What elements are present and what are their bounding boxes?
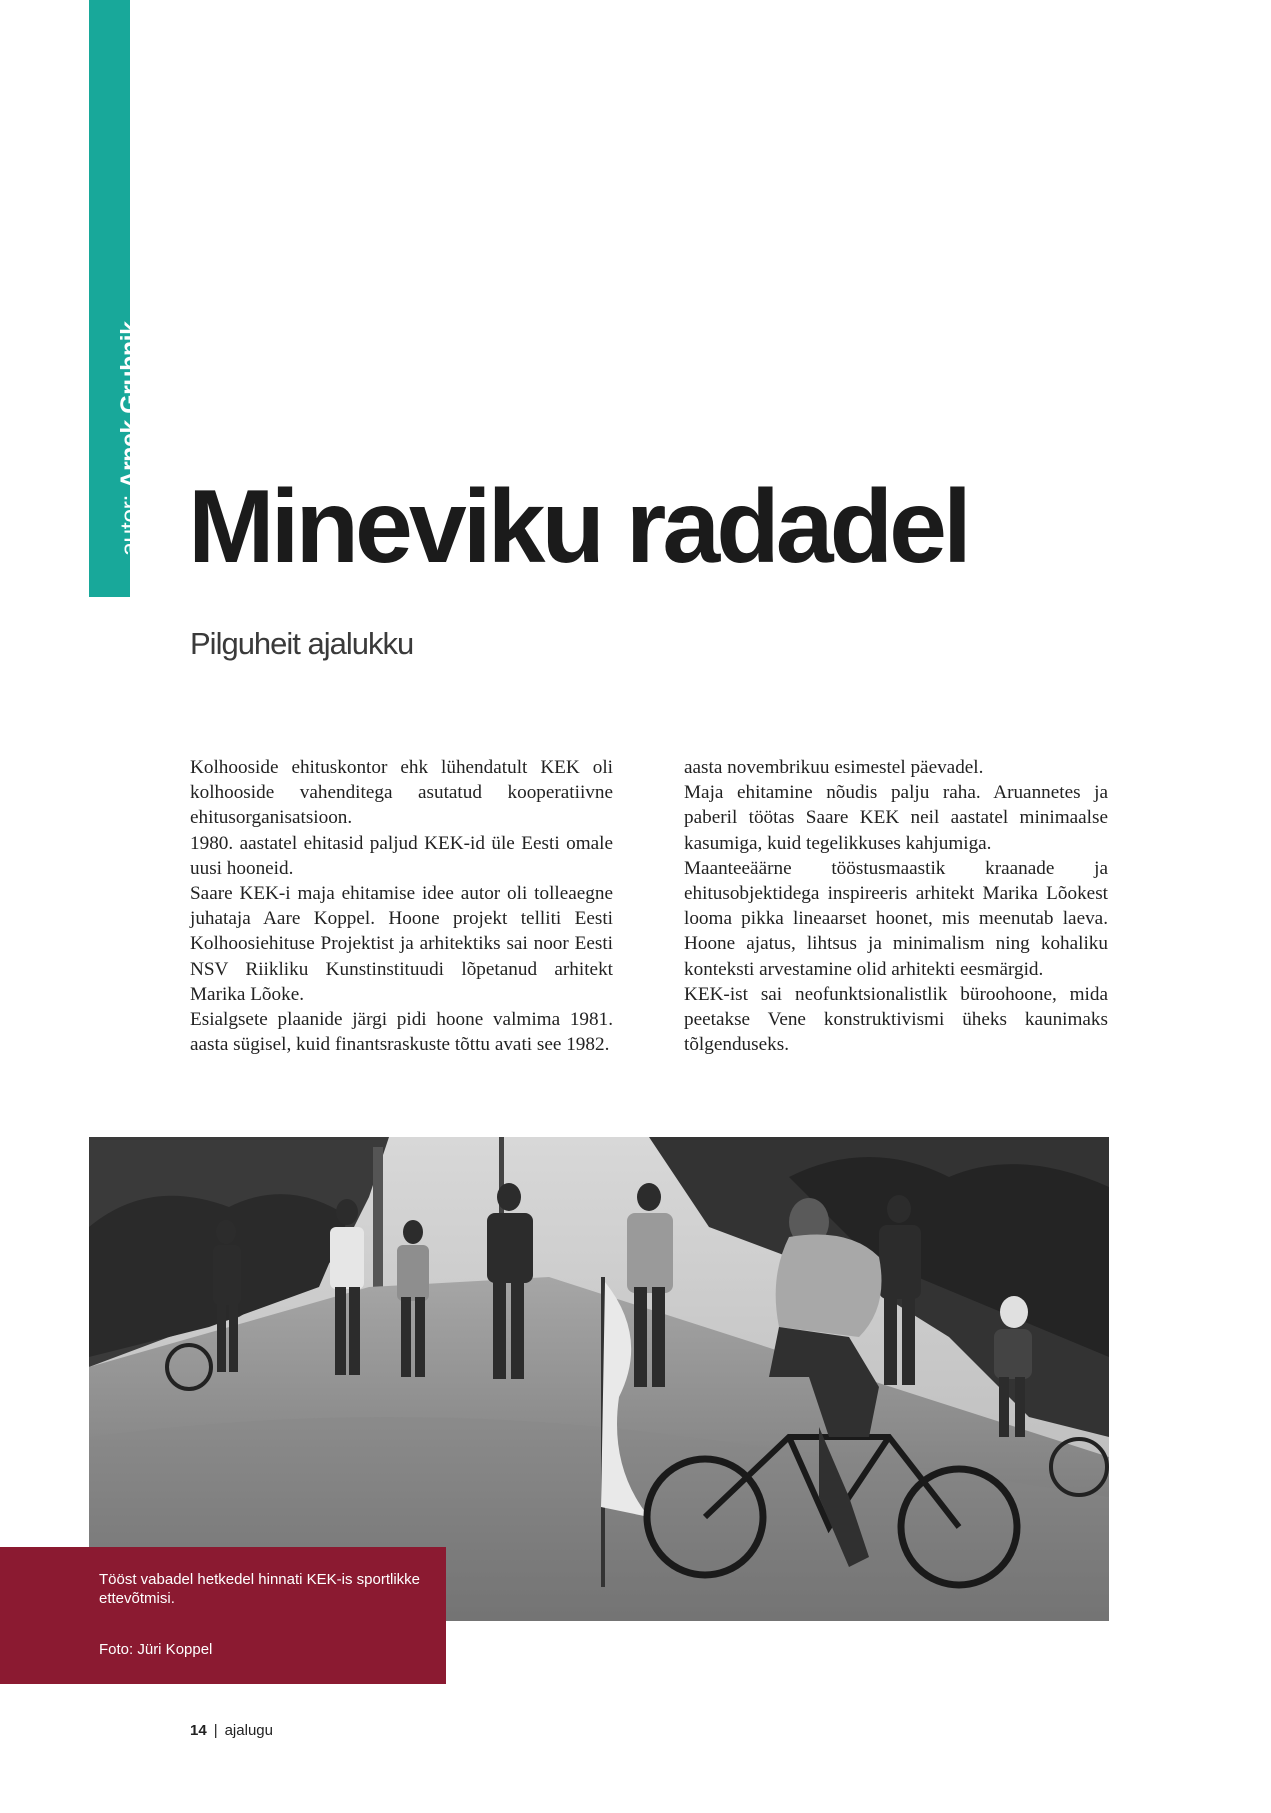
body-column-1 — [190, 755, 613, 1057]
author-name: Arnek Grubnik — [116, 321, 144, 489]
author-byline — [110, 321, 151, 556]
paragraph: Maanteeäärne tööstusmaastik kraanade ja ehitusobjektidega inspireeris arhitekt Marika Lõokest looma pikka lineaarset hoonet, mis meenutab laeva. Hoone ajatus, lihtsus ja minimalism ning kohaliku konteksti arvestamine olid arhitekti eesmärgid. — [684, 857, 1108, 980]
paragraph: 1980. aastatel ehitasid paljud KEK-id üle Eesti omale uusi hooneid. — [190, 832, 613, 879]
photo-credit: Foto: Jüri Koppel — [99, 1641, 213, 1658]
author-prefix: autor: — [116, 495, 144, 556]
paragraph: Saare KEK-i maja ehitamise idee autor oli tolleaegne juhataja Aare Koppel. Hoone projekt telliti Eesti Kolhoosiehituse Projektist ja arhitektiks sai noor Eesti NSV Riikliku Kunstinstituudi lõpetanud arhitekt Marika Lõoke. — [190, 883, 613, 1005]
page-number: 14 — [190, 1722, 207, 1739]
page-footer — [190, 1722, 273, 1739]
paragraph: aasta novembrikuu esimestel päevadel. — [684, 757, 984, 778]
paragraph: Esialgsete plaanide järgi pidi hoone valmima 1981. aasta sügisel, kuid finantsraskuste tõttu avati see 1982. — [190, 1009, 613, 1056]
photo-caption-box — [0, 1547, 446, 1684]
footer-separator: | — [213, 1722, 218, 1739]
section-name: ajalugu — [224, 1722, 273, 1739]
article-title: Mineviku radadel — [188, 469, 968, 585]
paragraph: Kolhooside ehituskontor ehk lühendatult KEK oli kolhooside vahenditega asutatud kooperatiivne ehitusorganisatsioon. — [190, 757, 613, 829]
paragraph: Maja ehitamine nõudis palju raha. Aruannetes ja paberil töötas Saare KEK neil aastatel minimaalse kasumiga, kuid tegelikkuses kahjumiga. — [684, 782, 1108, 854]
photo-caption: Tööst vabadel hetkedel hinnati KEK-is sportlikke ettevõtmisi. — [99, 1571, 421, 1607]
body-column-2 — [684, 755, 1108, 1057]
paragraph: KEK-ist sai neofunktsionalistlik büroohoone, mida peetakse Vene konstruktivismi üheks kaunimaks tõlgenduseks. — [684, 983, 1108, 1056]
article-subtitle: Pilguheit ajalukku — [190, 626, 414, 661]
